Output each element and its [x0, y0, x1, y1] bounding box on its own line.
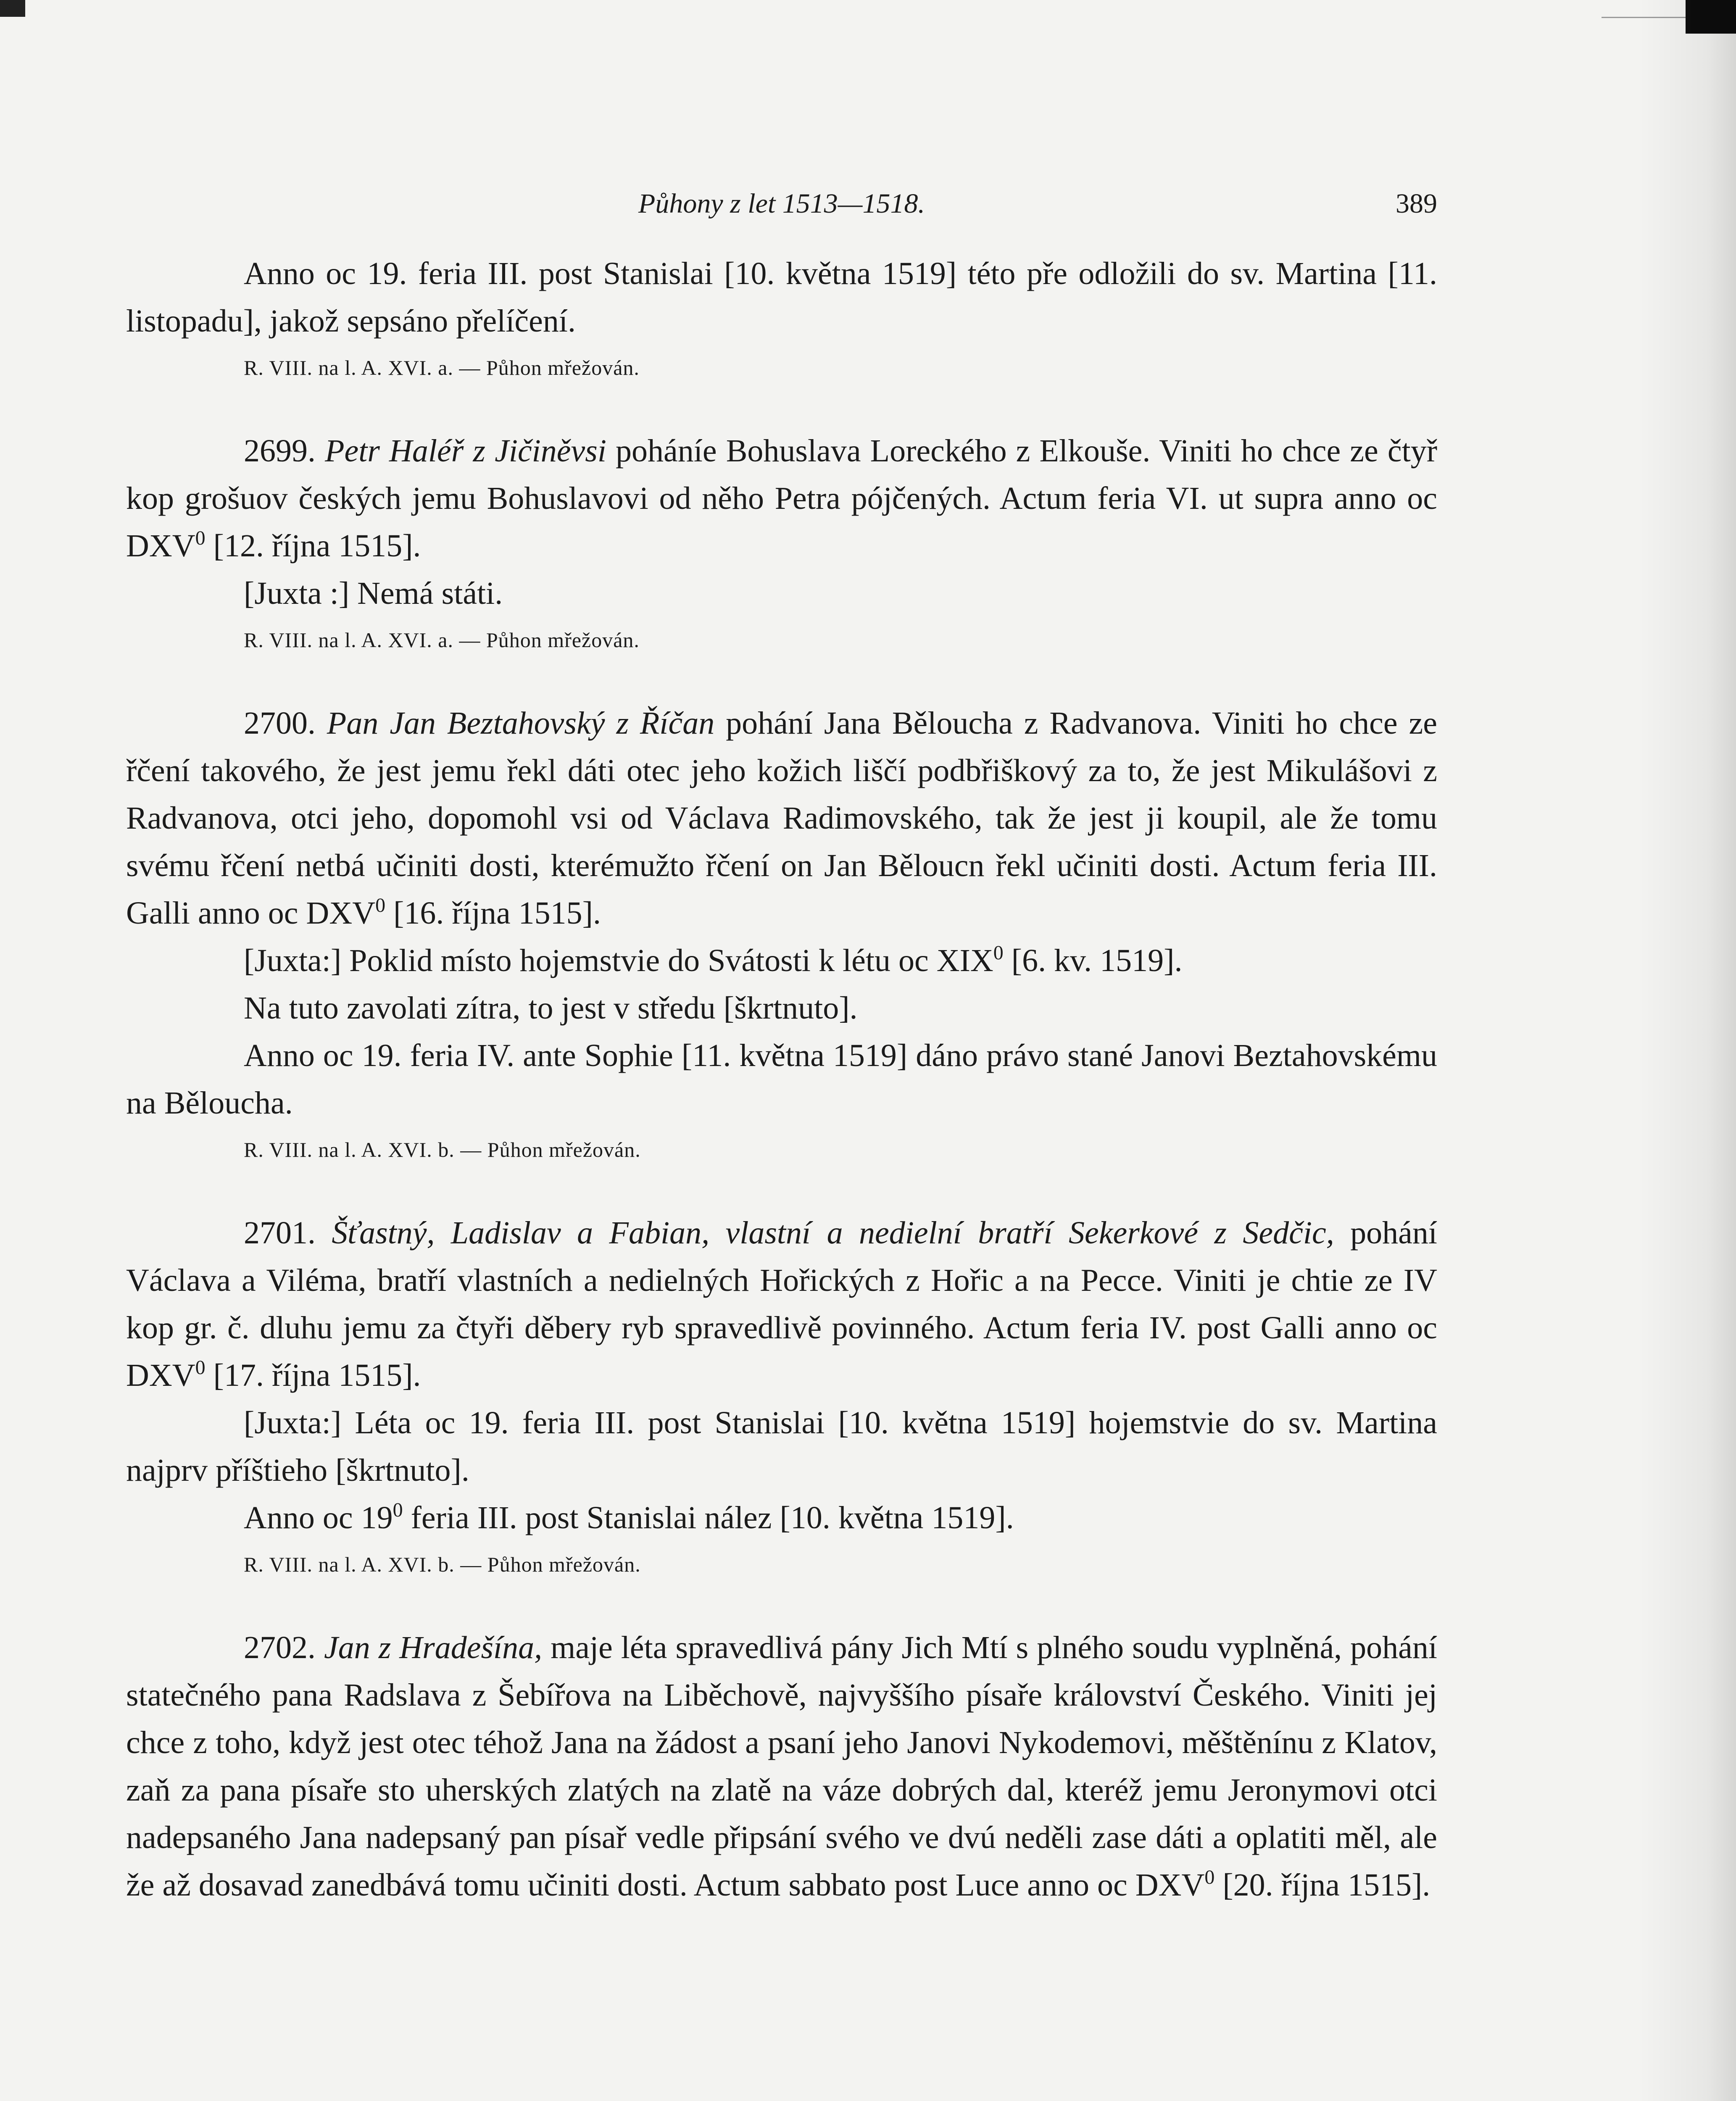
entry-party-name: Jan z Hradešína,: [324, 1630, 543, 1665]
entry-2699: 2699. Petr Haléř z Jičiněvsi poháníe Bohuslava Loreckého z Elkouše. Viniti ho chce ze čtyř kop grošuov českých jemu Bohuslavovi od něho Petra pójčených. Actum feria VI. ut supra anno oc DXV$^0$ [12. října 1515].: [126, 433, 1438, 563]
page-body: [126, 250, 1437, 1909]
entry-party-name: Pan Jan Beztahovský z Říčan: [327, 706, 715, 741]
entry-2701: 2701. Šťastný, Ladislav a Fabian, vlastní a nedielní bratří Sekerkové z Sedčic, pohání Václava a Viléma, bratří vlastních a nedielných Hořických z Hořic a na Pecce. Viniti je chtie ze IV kop gr. č. dluhu jemu za čtyři děbery ryb spravedlivě povinného. Actum feria IV. post Galli anno oc DXV$^0$ [17. října 1515].: [126, 1215, 1438, 1393]
entry-party-name: Petr Haléř z Jičiněvsi: [325, 433, 606, 469]
source-note: R. VIII. na l. A. XVI. b. — Půhon mřežován.: [244, 1553, 641, 1576]
running-head-title: Půhony z let 1513—1518.: [638, 188, 925, 219]
entry-number: 2702.: [244, 1630, 316, 1665]
source-note: R. VIII. na l. A. XVI. a. — Půhon mřežován.: [244, 356, 640, 379]
page-number: 389: [1396, 188, 1437, 219]
running-head: [126, 181, 1437, 227]
entry-continuation: Anno oc 19. feria III. post Stanislai [10. května 1519] této pře odložili do sv. Martina [11. listopadu], jakož sepsáno přelíčení.: [126, 256, 1437, 339]
juxta-note: Anno oc $19^0$ feria III. post Stanislai nález [10. května 1519].: [244, 1499, 1014, 1535]
book-page: [126, 0, 1437, 2101]
entry-number: 2701.: [244, 1215, 316, 1251]
source-note: R. VIII. na l. A. XVI. b. — Půhon mřežován.: [244, 1138, 641, 1161]
juxta-note: Na tuto zavolati zítra, to jest v středu [škrtnuto].: [244, 990, 858, 1026]
entry-number: 2700.: [244, 706, 316, 741]
entry-number: 2699.: [244, 433, 316, 469]
scan-edge-shadow: [1639, 0, 1736, 2101]
juxta-note: [Juxta:] Léta oc 19. feria III. post Stanislai [10. května 1519] hojemstvie do sv. Martina najprv příštieho [škrtnuto].: [126, 1405, 1437, 1488]
juxta-note: [Juxta:] Poklid místo hojemstvie do Svátosti k létu oc XIX$^0$ [6. kv. 1519].: [244, 942, 1183, 978]
entry-2702: 2702. Jan z Hradešína, maje léta spravedlivá pány Jich Mtí s plného soudu vyplněná, pohání statečného pana Radslava z Šebířova na Liběchově, najvyššího písaře království Českého. Viniti jej chce z toho, když jest otec téhož Jana na žádost a psaní jeho Janovi Nykodemovi, měštěnínu z Klatov, zaň za pana písaře sto uherských zlatých na zlatě na váze dobrých dal, kteréž jemu Jeronymovi otci nadepsaného Jana nadepsaný pan písař vedle připsání svého ve dvú neděli zase dáti a oplatiti měl, ale že až dosavad zanedbává tomu učiniti dosti. Actum sabbato post Luce anno oc DXV$^0$ [20. října 1515].: [126, 1630, 1438, 1903]
juxta-note: Anno oc 19. feria IV. ante Sophie [11. května 1519] dáno právo stané Janovi Beztahovskému na Běloucha.: [126, 1038, 1437, 1121]
entry-party-name: Šťastný, Ladislav a Fabian, vlastní a nedielní bratří Sekerkové z Sedčic,: [332, 1215, 1334, 1251]
source-note: R. VIII. na l. A. XVI. a. — Půhon mřežován.: [244, 628, 640, 652]
entry-2700: 2700. Pan Jan Beztahovský z Říčan pohání Jana Běloucha z Radvanova. Viniti ho chce ze řčení takového, že jest jemu řekl dáti otec jeho kožich liščí podbřiškový za to, že jest Mikulášovi z Radvanova, otci jeho, dopomohl vsi od Václava Radimovského, tak že jest ji koupil, ale že tomu svému řčení netbá učiniti dosti, kterémužto řčení on Jan Běloucn řekl učiniti dosti. Actum feria III. Galli anno oc DXV$^0$ [16. října 1515].: [126, 706, 1438, 931]
juxta-note: [Juxta :] Nemá státi.: [244, 576, 503, 611]
scan-corner-top-left: [0, 0, 25, 17]
